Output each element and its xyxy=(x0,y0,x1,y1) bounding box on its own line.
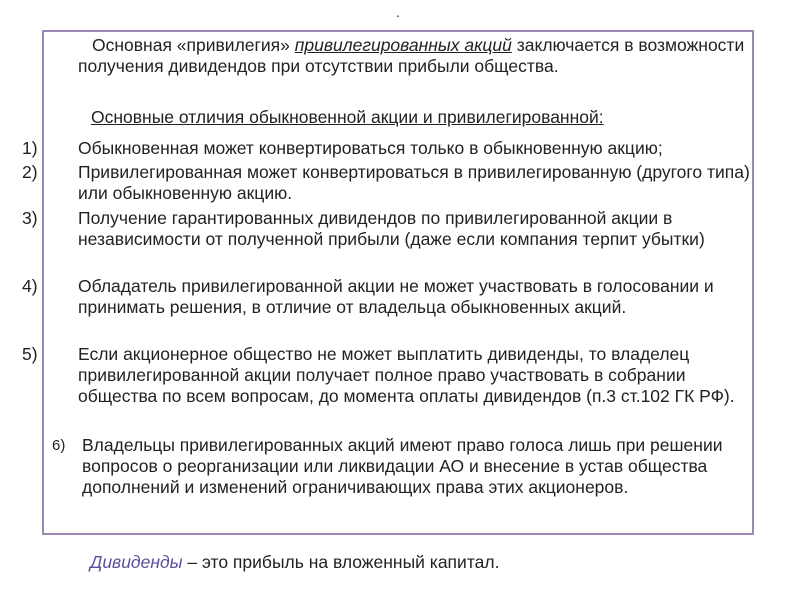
slide-marker: . xyxy=(396,4,400,20)
intro-text-before: Основная «привилегия» xyxy=(92,35,295,55)
list-item-text: Получение гарантированных дивидендов по привилегированной акции в независимости от полученной прибыли (даже если компания терпит убытки) xyxy=(78,208,705,249)
list-item-text: Привилегированная может конвертироваться в привилегированную (другого типа) или обыкновенную акцию. xyxy=(78,162,750,203)
list-item-text: Обыкновенная может конвертироваться только в обыкновенную акцию; xyxy=(78,138,663,158)
intro-term: привилегированных акций xyxy=(294,35,512,55)
list-item-text: Обладатель привилегированной акции не может участвовать в голосовании и принимать решения, в отличие от владельца обыкновенных акций. xyxy=(78,276,714,317)
list-item-number: 1) xyxy=(22,138,38,158)
intro-text-after: заключается в возможности получения дивидендов при отсутствии прибыли общества. xyxy=(78,35,745,76)
list-item-number: 5) xyxy=(22,344,38,364)
footer-text: – это прибыль на вложенный капитал. xyxy=(182,552,500,572)
footer-term: Дивиденды xyxy=(90,552,183,572)
list-item-number: 6) xyxy=(52,437,66,454)
list-item-number: 3) xyxy=(22,208,38,228)
list-item-text: Владельцы привилегированных акций имеют право голоса лишь при решении вопросов о реорганизации или ликвидации АО и внесение в устав общества дополнений и изменений ограничивающих права этих акционеров. xyxy=(82,435,723,497)
footer-definition xyxy=(90,552,499,573)
list-item-text: Если акционерное общество не может выплатить дивиденды, то владелец привилегированной акции получает полное право участвовать в собрании общества по всем вопросам, до момента оплаты дивидендов (п.3 ст.102 ГК РФ). xyxy=(78,344,735,406)
list-item-number: 2) xyxy=(22,162,38,182)
list-item-number: 4) xyxy=(22,276,38,296)
section-heading: Основные отличия обыкновенной акции и привилегированной: xyxy=(91,107,604,127)
